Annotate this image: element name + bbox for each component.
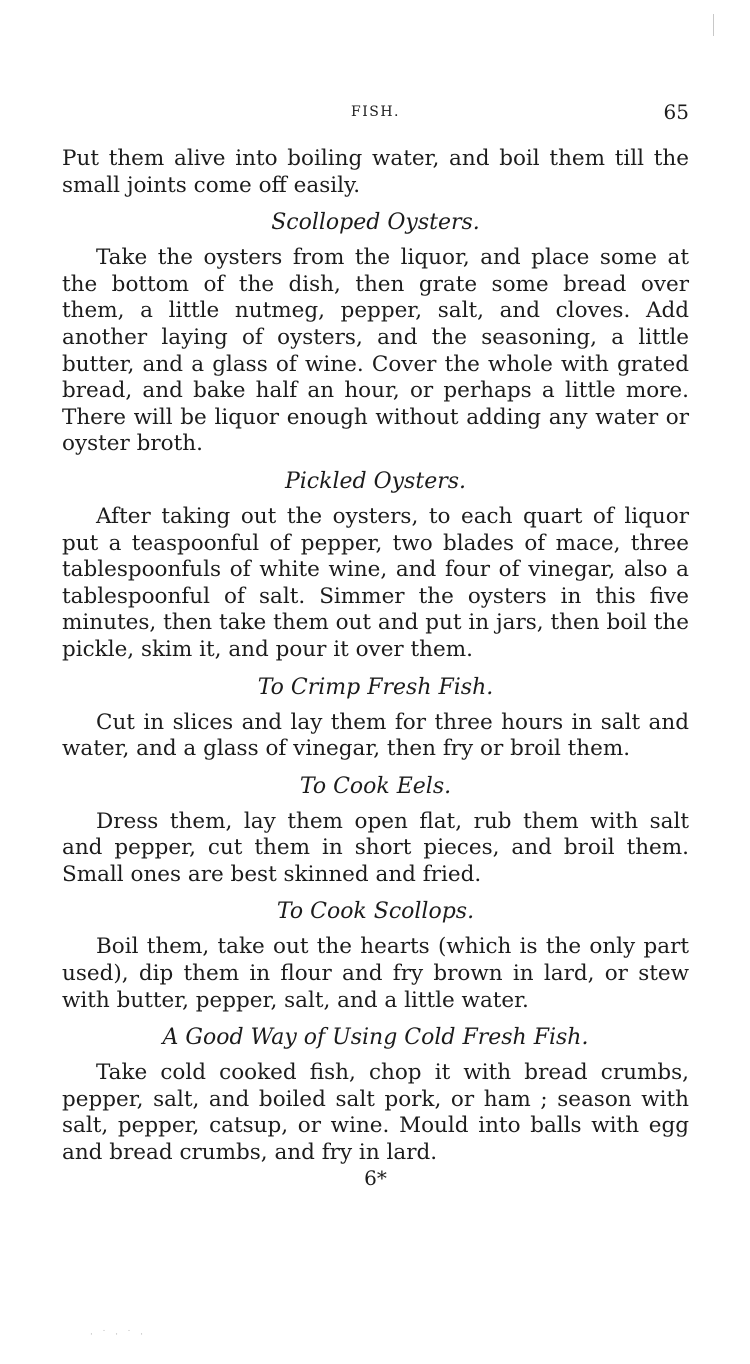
signature-mark: 6*	[364, 1165, 387, 1190]
running-head	[62, 100, 689, 126]
page-number: 65	[663, 100, 689, 124]
running-title: FISH.	[351, 104, 400, 120]
recipe-title-cook-scollops: To Cook Scollops.	[276, 899, 475, 925]
recipe-text-scolloped-oysters: Take the oysters from the liquor, and place some at the bottom of the dish, then grate some bread over them, a little nutmeg, pepper, salt, and cloves. Add another laying of oysters, and the seasoning, a little butter, and a glass of wine. Cover the whole with grated bread, and bake half an hour, or perhaps a little more. There will be liquor enough without adding any water or oyster broth.	[62, 245, 689, 457]
recipe-text-cook-eels: Dress them, lay them open flat, rub them with salt and pepper, cut them in short pieces, and broil them. Small ones are best skinned and fried.	[62, 808, 689, 887]
recipe-text-pickled-oysters: After taking out the oysters, to each quart of liquor put a teaspoonful of pepper, two blades of mace, three tablespoonfuls of white wine, and four of vinegar, also a tablespoonful of salt. Simmer the oysters in this five minutes, then take them out and put in jars, then boil the pickle, skim it, and pour it over them.	[62, 503, 689, 662]
body-text	[62, 146, 689, 1189]
paper-specks: · ˙ · ˙ ·	[90, 1330, 147, 1340]
recipe-title-cold-fresh-fish: A Good Way of Using Cold Fresh Fish.	[162, 1025, 589, 1051]
recipe-text-crimp-fresh-fish: Cut in slices and lay them for three hours in salt and water, and a glass of vinegar, then fry or broil them.	[62, 709, 689, 762]
recipe-text-cook-scollops: Boil them, take out the hearts (which is the only part used), dip them in flour and fry brown in lard, or stew with butter, pepper, salt, and a little water.	[62, 934, 689, 1013]
recipe-title-crimp-fresh-fish: To Crimp Fresh Fish.	[257, 674, 494, 700]
recipe-title-pickled-oysters: Pickled Oysters.	[284, 468, 467, 494]
recipe-title-scolloped-oysters: Scolloped Oysters.	[271, 210, 480, 236]
recipe-title-cook-eels: To Cook Eels.	[299, 773, 452, 799]
page-edge-mark	[713, 14, 714, 36]
recipe-text-cold-fresh-fish: Take cold cooked fish, chop it with bread crumbs, pepper, salt, and boiled salt pork, or ham ; season with salt, pepper, catsup, or wine. Mould into balls with egg and bread crumbs, and fry in lard.	[62, 1060, 689, 1166]
intro-paragraph: Put them alive into boiling water, and boil them till the small joints come off easily.	[62, 146, 689, 198]
